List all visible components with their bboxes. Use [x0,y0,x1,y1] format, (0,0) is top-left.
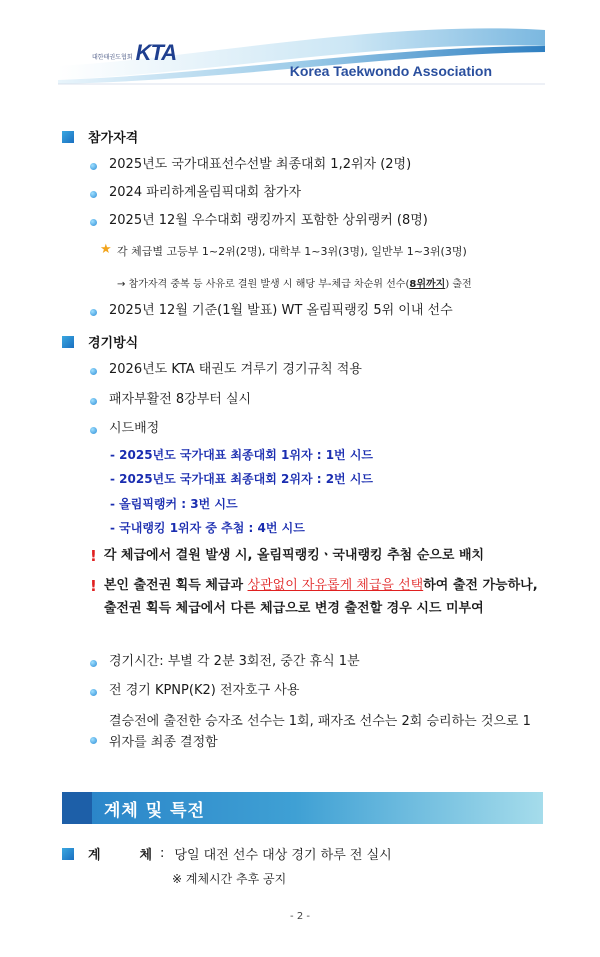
arrow-note-emphasis: 8위까지 [409,279,446,290]
logo-small-text: 대한태권도협회 [92,54,133,61]
eligibility-heading [62,127,138,146]
list-item-text: 패자부활전 8강부터 실시 [109,392,252,407]
list-item-text: 2025년 12월 우수대회 랭킹까지 포함한 상위랭커 (8명) [109,213,428,228]
bullet-dot-icon [90,191,97,198]
competition-title: 경기방식 [88,336,139,351]
list-item [90,711,540,754]
exclamation-icon: ! [90,577,97,595]
bullet-dot-icon [90,398,97,405]
weigh-in-text: 당일 대전 선수 대상 경기 하루 전 실시 [174,848,392,863]
bullet-dot-icon [90,219,97,226]
seed-line: - 2025년도 국가대표 최종대회 1위자 : 1번 시드 [110,448,374,462]
notice-item [90,544,540,568]
list-item [90,389,540,410]
star-note: 각 체급별 고등부 1~2위(2명), 대학부 1~3위(3명), 일반부 1~3위(3명) [117,245,467,258]
weigh-in-row [62,844,392,863]
logo-kta-text: KTA [135,40,177,65]
section-square-icon [62,131,74,143]
bullet-dot-icon [90,368,97,375]
bullet-dot-icon [90,689,97,696]
arrow-note: → 참가자격 중복 등 사유로 결원 발생 시 해당 부-체급 차순위 선수(8위까지) 출전 [117,279,472,290]
list-item-text: 결승전에 출전한 승자조 선수는 1회, 패자조 선수는 2회 승리하는 것으로 1위자를 최종 결정함 [109,714,531,751]
list-item-text: 2025년 12월 기준(1월 발표) WT 올림픽랭킹 5위 이내 선수 [109,303,453,318]
list-item [90,418,540,439]
page-number: - 2 - [290,911,310,922]
list-item-text: 시드배정 [109,421,160,436]
bullet-dot-icon [90,163,97,170]
list-item-text: 경기시간: 부별 각 2분 3회전, 중간 휴식 1분 [109,654,360,669]
bullet-dot-icon [90,660,97,667]
bullet-dot-icon [90,309,97,316]
list-item [90,680,540,701]
list-item-text: 2024 파리하계올림픽대회 참가자 [109,185,302,200]
list-item [90,651,540,672]
weigh-in-note: ※ 계체시간 추후 공지 [172,872,287,886]
weigh-in-colon: : [160,846,165,861]
kta-logo [92,40,176,66]
header-wave-graphic [0,0,600,100]
seed-line: - 올림픽랭커 : 3번 시드 [110,497,238,511]
star-icon: ★ [100,242,112,257]
banner-title: 계체 및 특전 [104,800,205,821]
exclamation-icon: ! [90,547,97,565]
seed-line: - 2025년도 국가대표 최종대회 2위자 : 2번 시드 [110,472,374,486]
section-square-icon [62,848,74,860]
bullet-dot-icon [90,427,97,434]
bullet-dot-icon [90,737,97,744]
list-item [90,359,540,380]
notice-text: 본인 출전권 획득 체급과 상관없이 자유롭게 체급을 선택하여 출전 가능하나, 출전권 획득 체급에서 다른 체급으로 변경 출전할 경우 시드 미부여 [103,578,538,617]
notice-text: 각 체급에서 결원 발생 시, 올림픽랭킹ㆍ국내랭킹 추첨 순으로 배치 [103,548,485,563]
section-banner [62,792,543,824]
page-header [0,0,600,100]
section-square-icon [62,336,74,348]
weigh-in-label: 계 체 [88,848,152,863]
list-item [90,300,540,321]
competition-heading [62,332,138,351]
list-item [90,154,540,175]
notice-highlight: 상관없이 자유롭게 체급을 선택 [247,578,424,593]
notice-item [90,574,540,621]
list-item-text: 2026년도 KTA 태권도 겨루기 경기규칙 적용 [109,362,362,377]
list-item-text: 전 경기 KPNP(K2) 전자호구 사용 [109,683,300,698]
list-item-text: 2025년도 국가대표선수선발 최종대회 1,2위자 (2명) [109,157,412,172]
eligibility-title: 참가자격 [88,131,139,146]
association-name: Korea Taekwondo Association [289,63,492,79]
list-item [90,210,540,231]
seed-line: - 국내랭킹 1위자 중 추첨 : 4번 시드 [110,521,305,535]
list-item [90,182,540,203]
banner-body [92,792,543,824]
banner-accent [62,792,92,824]
